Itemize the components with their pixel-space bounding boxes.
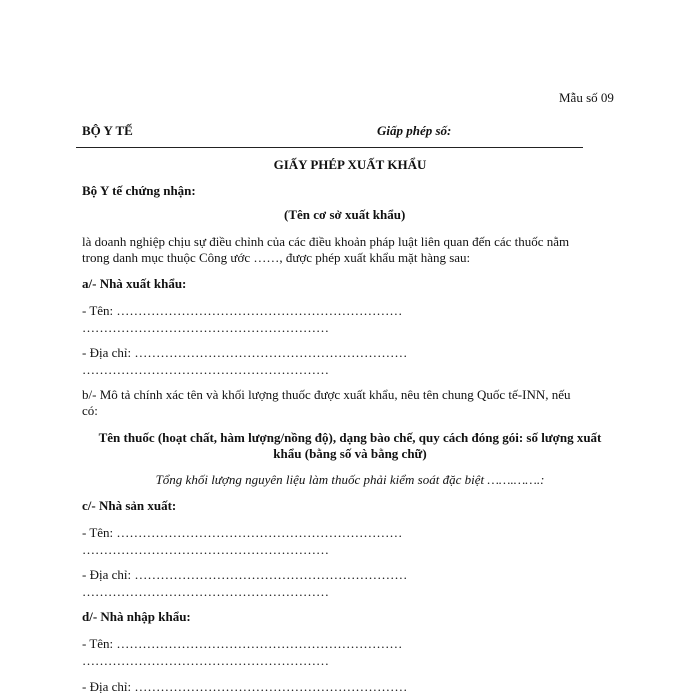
section-c-name-line-2: ………………………………………………… xyxy=(82,542,329,557)
drug-description-line-2: khẩu (bằng số và bằng chữ) xyxy=(273,446,427,461)
section-a-address-line-1: - Địa chỉ: ……………………………………………………… xyxy=(82,345,408,360)
intro-line-2: trong danh mục thuộc Công ước ……, được phép xuất khẩu mặt hàng sau: xyxy=(82,250,471,265)
section-d-name-line-1: - Tên: ………………………………………………………… xyxy=(82,636,403,651)
header-divider xyxy=(76,147,583,148)
section-a-name-line-1: - Tên: ………………………………………………………… xyxy=(82,303,403,318)
section-d-name-line-2: ………………………………………………… xyxy=(82,653,329,668)
ministry-name: BỘ Y TẾ xyxy=(82,123,133,138)
section-a-address-line-2: ………………………………………………… xyxy=(82,362,329,377)
section-d-address-line-1: - Địa chỉ: ……………………………………………………… xyxy=(82,679,408,694)
section-c-address-line-1: - Địa chỉ: ……………………………………………………… xyxy=(82,567,408,582)
section-c-address-line-2: ………………………………………………… xyxy=(82,584,329,599)
facility-name-placeholder: (Tên cơ sở xuất khẩu) xyxy=(284,207,406,222)
section-a-name-line-2: ………………………………………………… xyxy=(82,320,329,335)
form-number: Mẫu số 09 xyxy=(559,90,614,105)
section-b-line-2: có: xyxy=(82,403,98,418)
certify-label: Bộ Y tế chứng nhận: xyxy=(82,183,196,198)
license-number-label: Giấp phép số: xyxy=(377,123,452,138)
drug-description-line-1: Tên thuốc (hoạt chất, hàm lượng/nồng độ), dạng bào chế, quy cách đóng gói: số lượng xuất xyxy=(98,430,602,445)
section-c-heading: c/- Nhà sản xuất: xyxy=(82,498,177,513)
section-c-name-line-1: - Tên: ………………………………………………………… xyxy=(82,525,403,540)
section-a-heading: a/- Nhà xuất khẩu: xyxy=(82,276,187,291)
intro-line-1: là doanh nghiệp chịu sự điều chỉnh của các điều khoản pháp luật liên quan đến các thuốc nằm xyxy=(82,234,570,249)
section-b-line-1: b/- Mô tả chính xác tên và khối lượng thuốc được xuất khẩu, nêu tên chung Quốc tế-INN, nếu xyxy=(82,387,571,402)
document-title: GIẤY PHÉP XUẤT KHẨU xyxy=(273,157,427,172)
total-volume-line: Tổng khối lượng nguyên liệu làm thuốc phải kiểm soát đặc biệt …….…….: xyxy=(155,472,545,487)
section-d-heading: d/- Nhà nhập khẩu: xyxy=(82,609,191,624)
